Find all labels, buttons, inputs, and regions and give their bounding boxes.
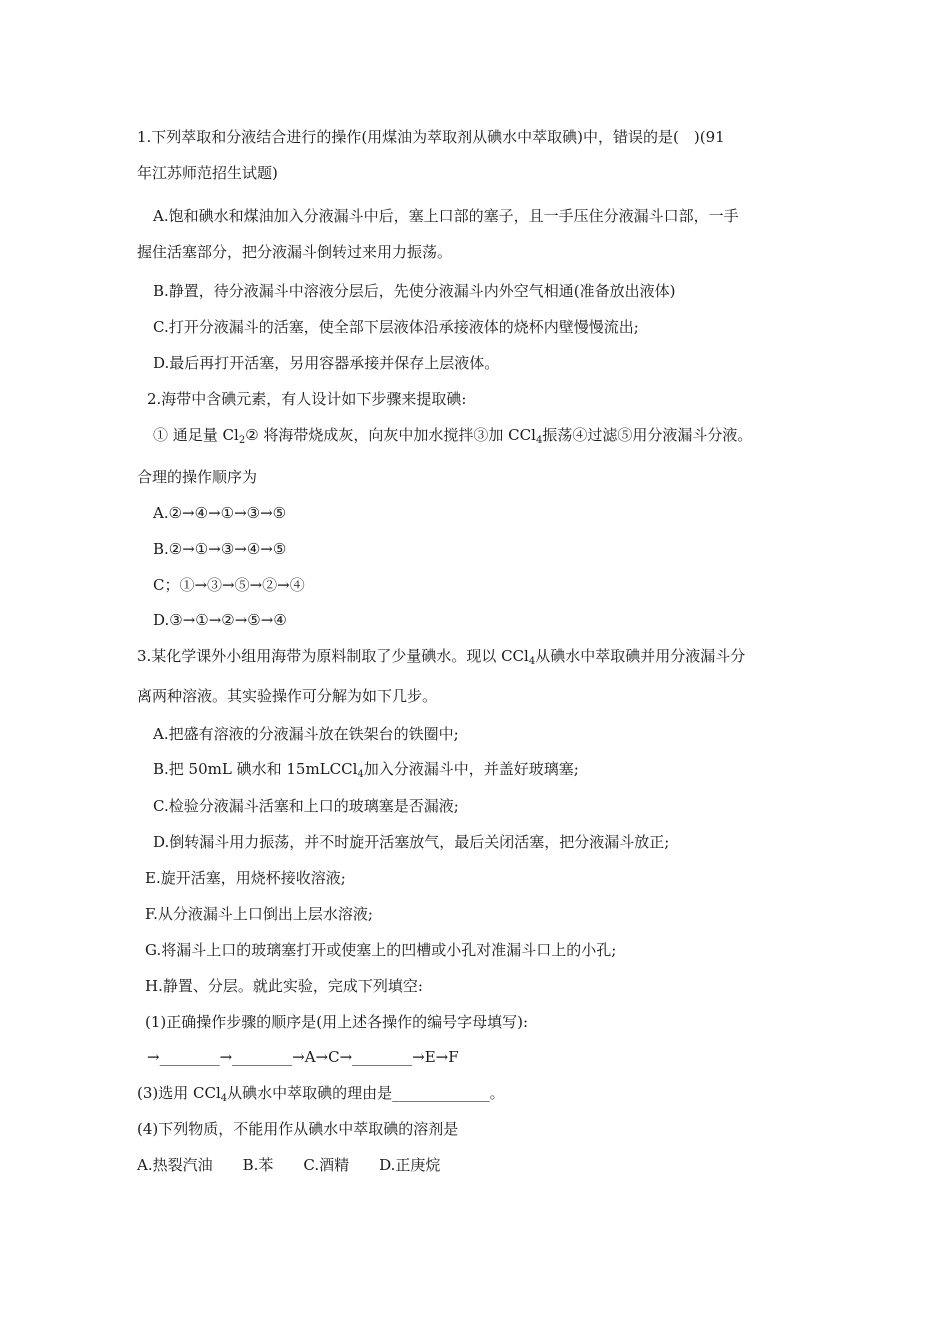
q3-step-b	[153, 759, 579, 779]
q3-subquestion-3	[137, 1083, 505, 1103]
q3-step-f: F.从分液漏斗上口倒出上层水溶液;	[145, 905, 373, 923]
q3-step-b-text-b: 加入分液漏斗中，并盖好玻璃塞;	[363, 760, 579, 778]
q2-prompt: 合理的操作顺序为	[137, 468, 258, 486]
q3-answer-sequence: →________→________→A→C→________→E→F	[147, 1048, 459, 1066]
q3-step-e: E.旋开活塞，用烧杯接收溶液;	[145, 869, 346, 887]
q1-stem-line2: 年江苏师范招生试题)	[137, 164, 278, 182]
q1-option-a-line2: 握住活塞部分，把分液漏斗倒转过来用力振荡。	[137, 243, 453, 261]
subscript: 4	[357, 769, 364, 780]
q1-option-b: B.静置，待分液漏斗中溶液分层后，先使分液漏斗内外空气相通(准备放出液体)	[153, 282, 676, 300]
q3-step-c: C.检验分液漏斗活塞和上口的玻璃塞是否漏液;	[153, 797, 459, 815]
q2-option-a: A.②→④→①→③→⑤	[153, 504, 287, 522]
q1-option-a-line1: A.饱和碘水和煤油加入分液漏斗中后，塞上口部的塞子，且一手压住分液漏斗口部，一手	[153, 207, 739, 225]
q3-stem-line1	[137, 646, 745, 666]
q3-subquestion-1: (1)正确操作步骤的顺序是(用上述各操作的编号字母填写):	[145, 1013, 529, 1031]
q3-stem-b: 从碘水中萃取碘并用分液漏斗分	[535, 647, 746, 665]
q3-step-b-text-a: B.把 50mL 碘水和 15mLCCl	[153, 760, 358, 778]
q3-step-h: H.静置、分层。就此实验，完成下列填空:	[145, 977, 423, 995]
q3-step-a: A.把盛有溶液的分液漏斗放在铁架台的铁圈中;	[153, 725, 459, 743]
q2-step-4-5: 振荡④过滤⑤用分液漏斗分液。	[542, 426, 753, 444]
q2-steps	[153, 425, 752, 445]
q3-solvent-choices: A.热裂汽油 B.苯 C.酒精 D.正庚烷	[137, 1156, 441, 1174]
q3-stem-a: 3.某化学课外小组用海带为原料制取了少量碘水。现以 CCl	[137, 647, 529, 665]
q3-subquestion-4: (4)下列物质，不能用作从碘水中萃取碘的溶剂是	[137, 1120, 459, 1138]
q2-step-1: ① 通足量 Cl	[153, 426, 239, 444]
q1-stem-line1: 1.下列萃取和分液结合进行的操作(用煤油为萃取剂从碘水中萃取碘)中，错误的是( )(91	[137, 128, 725, 146]
q3-sub3-text-a: (3)选用 CCl	[137, 1084, 221, 1102]
q2-option-c: C；①→③→⑤→②→④	[153, 576, 305, 594]
q3-step-d: D.倒转漏斗用力振荡，并不时旋开活塞放气，最后关闭活塞，把分液漏斗放正;	[153, 833, 670, 851]
q2-option-b: B.②→①→③→④→⑤	[153, 540, 287, 558]
subscript: 4	[535, 435, 543, 446]
q1-option-d: D.最后再打开活塞，另用容器承接并保存上层液体。	[153, 354, 500, 372]
subscript: 2	[238, 435, 246, 446]
q2-stem: 2.海带中含碘元素，有人设计如下步骤来提取碘:	[147, 390, 467, 408]
subscript: 4	[220, 1093, 228, 1104]
q2-step-2-3: ② 将海带烧成灰，向灰中加水搅拌③加 CCl	[245, 426, 536, 444]
q2-option-d: D.③→①→②→⑤→④	[153, 611, 287, 629]
q3-stem-line2: 离两种溶液。其实验操作可分解为如下几步。	[137, 687, 438, 705]
q1-option-c: C.打开分液漏斗的活塞，使全部下层液体沿承接液体的烧杯内壁慢慢流出;	[153, 318, 639, 336]
q3-sub3-text-b: 从碘水中萃取碘的理由是_____________。	[227, 1084, 505, 1102]
subscript: 4	[528, 656, 536, 667]
q3-step-g: G.将漏斗上口的玻璃塞打开或使塞上的凹槽或小孔对准漏斗口上的小孔;	[145, 941, 617, 959]
